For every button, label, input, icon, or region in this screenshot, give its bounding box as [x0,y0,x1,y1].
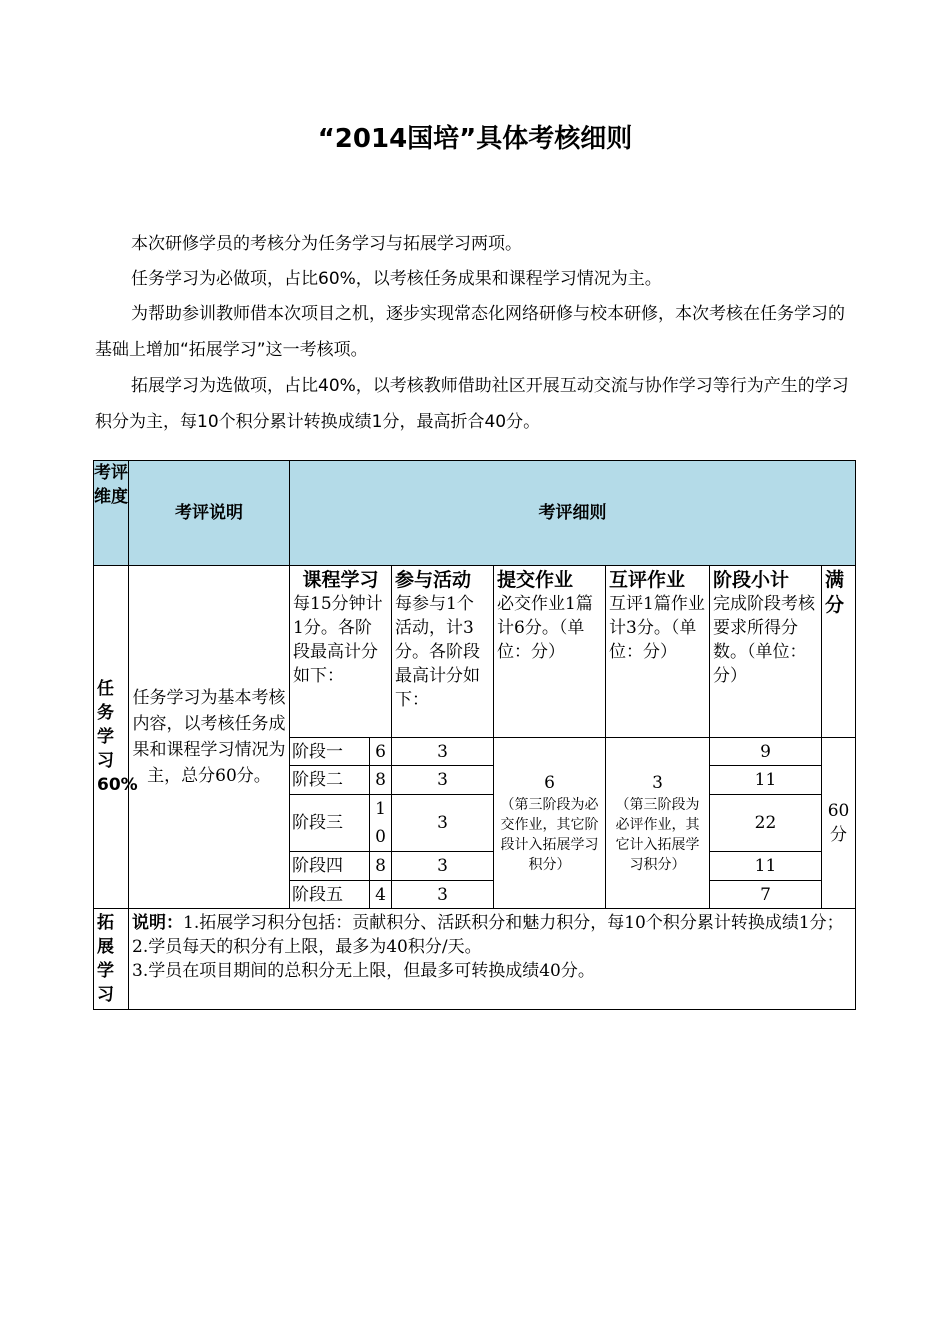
stage-course-score: 8 [370,766,392,795]
header-dimension: 考评维度 [94,461,129,566]
col-title: 满分 [825,569,845,616]
stage-activity-score: 3 [392,852,494,881]
stage-name: 阶段二 [290,766,370,795]
col-title: 互评作业 [609,569,686,591]
stage-course-score: 4 [370,881,392,909]
header-description: 考评说明 [129,461,290,566]
col-text: 必交作业1篇计6分。（单位：分） [497,594,593,662]
page-title: “2014国培”具体考核细则 [317,124,633,154]
note-item: 2.学员每天的积分有上限，最多为40积分/天。 [132,937,482,957]
homework-cell [494,738,606,909]
header-details: 考评细则 [290,461,856,566]
col-activity [392,566,494,738]
stage-name: 阶段四 [290,852,370,881]
col-text: 互评1篇作业计3分。（单位：分） [609,594,705,662]
purpose-paragraph: 为帮助参训教师借本次项目之机，逐步实现常态化网络研修与校本研修，本次考核在任务学习的基础上增加“拓展学习”这一考核项。 [95,304,845,360]
intro-paragraph: 本次研修学员的考核分为任务学习与拓展学习两项。 [131,234,522,254]
stage-name: 阶段一 [290,738,370,766]
stage-subtotal: 11 [710,766,822,795]
stage-activity-score: 3 [392,738,494,766]
extended-notes [129,909,856,1010]
stage-subtotal: 22 [710,795,822,852]
stage-subtotal: 7 [710,881,822,909]
homework-note: （第三阶段为必交作业，其它阶段计入拓展学习积分） [500,797,599,873]
extended-learning-paragraph: 拓展学习为选做项，占比40%，以考核教师借助社区开展互动交流与协作学习等行为产生的学习积分为主，每10个积分累计转换成绩1分，最高折合40分。 [95,376,849,432]
col-title: 提交作业 [497,569,574,591]
homework-value: 6 [544,773,555,793]
note-item: 3.学员在项目期间的总积分无上限，但最多可转换成绩40分。 [132,961,595,981]
col-title: 参与活动 [395,569,472,591]
stage-course-score: 8 [370,852,392,881]
col-homework [494,566,606,738]
note-label: 说明： [132,913,183,933]
task-dimension: 任务学习60% [94,566,129,909]
extended-dimension: 拓展学习 [94,909,129,1010]
note-item: 1.拓展学习积分包括：贡献积分、活跃积分和魅力积分，每10个积分累计转换成绩1分； [183,913,844,933]
stage-activity-score: 3 [392,881,494,909]
col-peer-review [606,566,710,738]
stage-activity-score: 3 [392,766,494,795]
stage-activity-score: 3 [392,795,494,852]
stage-subtotal: 11 [710,852,822,881]
col-stage-subtotal [710,566,822,738]
col-text: 每15分钟计1分。各阶段最高计分如下： [293,594,383,686]
task-learning-paragraph: 任务学习为必做项，占比60%，以考核任务成果和课程学习情况为主。 [131,269,662,289]
col-text: 每参与1个活动，计3分。各阶段最高计分如下： [395,594,480,710]
stage-course-score: 10 [370,795,392,852]
stage-subtotal: 9 [710,738,822,766]
full-score: 60分 [822,738,856,909]
review-note: （第三阶段为必评作业，其它计入拓展学习积分） [615,797,700,873]
task-description: 任务学习为基本考核内容，以考核任务成果和课程学习情况为主，总分60分。 [129,566,290,909]
col-text: 完成阶段考核要求所得分数。（单位：分） [713,594,815,686]
col-full-score [822,566,856,738]
stage-name: 阶段五 [290,881,370,909]
stage-course-score: 6 [370,738,392,766]
assessment-table [93,460,856,1010]
col-course-learning [290,566,392,738]
col-title: 阶段小计 [713,569,790,591]
review-value: 3 [652,773,663,793]
stage-name: 阶段三 [290,795,370,852]
review-cell [606,738,710,909]
col-title: 课程学习 [302,569,379,591]
